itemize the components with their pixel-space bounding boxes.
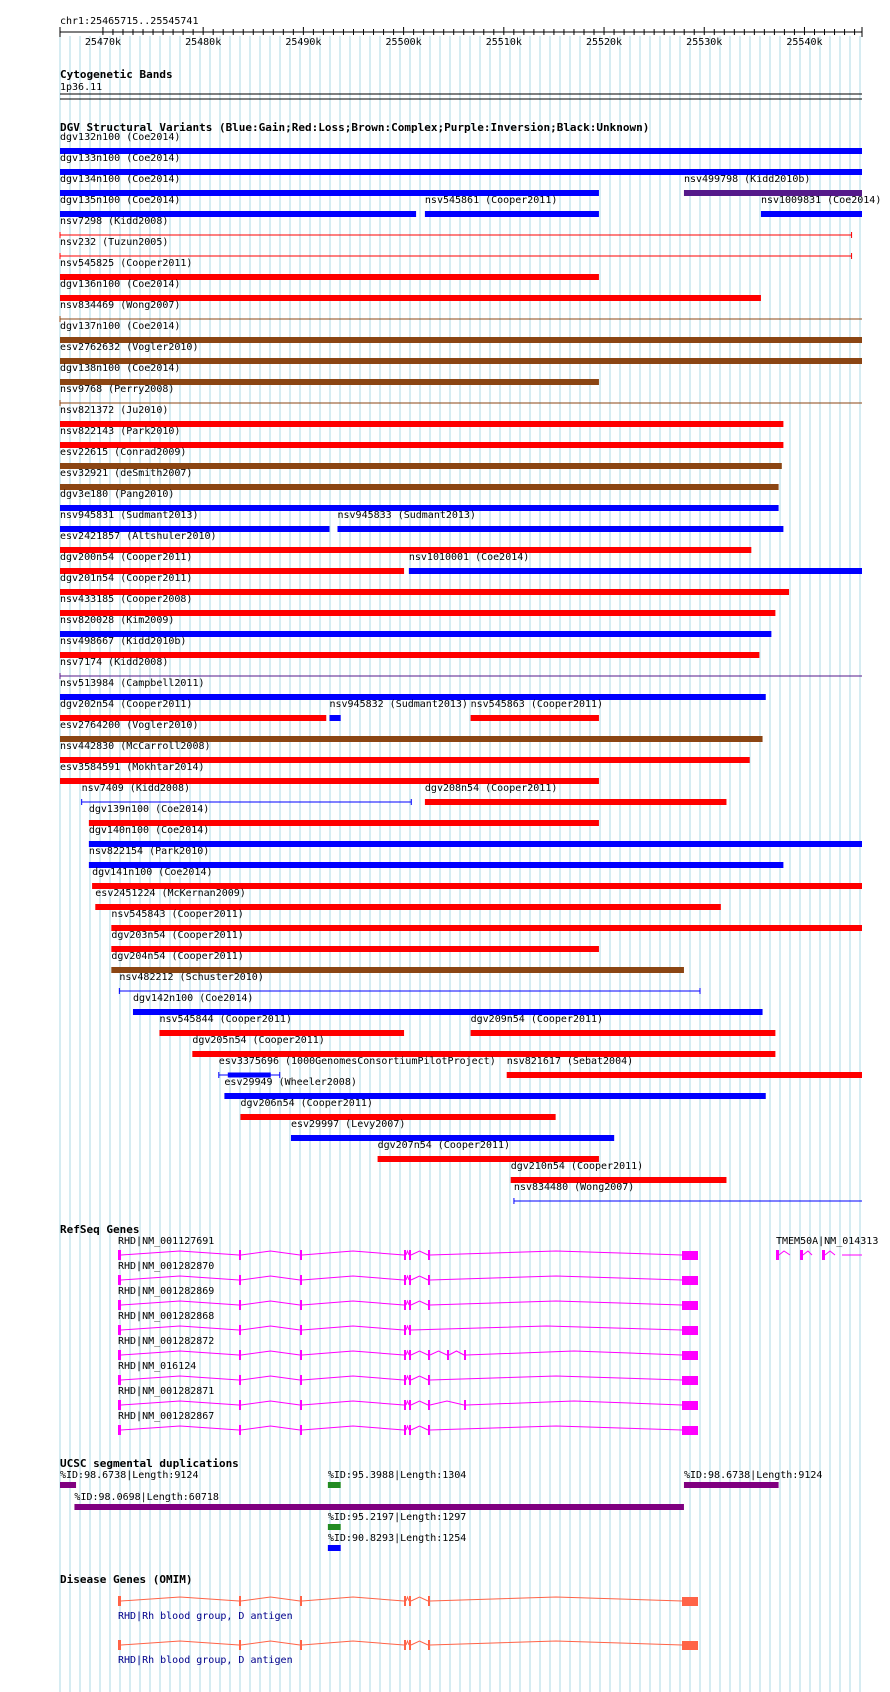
dgv-feature-label: nsv545843 (Cooper2011) [111,909,244,920]
refseq-gene-intron [430,1351,447,1355]
refseq-gene-intron [406,1326,409,1330]
dgv-feature [224,1077,765,1099]
refseq-gene-exon [300,1300,302,1310]
refseq-gene-exon [682,1301,698,1310]
omim-gene-intron [406,1597,409,1601]
dgv-feature [60,174,599,196]
dgv-feature [60,489,779,511]
refseq-gene-intron [302,1376,404,1380]
refseq-gene [118,1236,698,1260]
dgv-feature-label: nsv442830 (McCarroll2008) [60,741,211,752]
cytoband-title: Cytogenetic Bands [60,68,173,81]
refseq-gene-exon [239,1325,241,1335]
segdup-feature-label: %ID:95.2197|Length:1297 [327,1512,467,1523]
refseq-gene-label: RHD|NM_001282867 [118,1411,215,1422]
refseq-gene-model [118,1400,698,1410]
omim-gene-exon [682,1641,698,1650]
omim-gene-exon [300,1640,302,1650]
omim-title: Disease Genes (OMIM) [60,1573,193,1586]
dgv-feature-label: dgv137n100 (Coe2014) [60,321,181,332]
dgv-feature-label: nsv821617 (Sebat2004) [506,1056,634,1067]
ruler-tick-label: 25500k [385,37,422,48]
segdup-feature-bar [60,1482,76,1488]
dgv-feature-label: nsv821372 (Ju2010) [60,405,169,416]
dgv-feature-label: dgv142n100 (Coe2014) [132,993,254,1004]
refseq-gene-exon [682,1276,698,1285]
refseq-gene-exon [822,1250,825,1260]
dgv-feature-label: nsv498667 (Kidd2010b) [60,636,187,647]
ruler-tick-label: 25480k [185,37,222,48]
dgv-feature [378,1140,599,1162]
refseq-gene-exon [682,1426,698,1435]
refseq-gene-tmem50a [776,1236,878,1260]
dgv-feature [60,468,779,490]
omim-gene-exon [118,1640,121,1650]
refseq-title: RefSeq Genes [60,1223,140,1236]
dgv-feature-label: esv3375696 (1000GenomesConsortiumPilotProject) [218,1056,496,1067]
dgv-feature-label: dgv140n100 (Coe2014) [88,825,210,836]
dgv-feature-label: dgv206n54 (Cooper2011) [240,1098,373,1109]
refseq-gene-exon [409,1275,411,1285]
segdup-feature-bar [328,1482,341,1488]
ruler-location: chr1:25465715..25545741 [60,16,199,27]
dgv-feature [60,405,783,427]
refseq-gene-exon [682,1376,698,1385]
refseq-gene-intron [803,1251,812,1255]
dgv-feature-label: dgv136n100 (Coe2014) [60,279,181,290]
refseq-gene-intron [430,1276,682,1280]
dgv-feature [111,909,862,931]
dgv-feature-label: dgv135n100 (Coe2014) [60,195,181,206]
refseq-gene-label: RHD|NM_016124 [118,1361,197,1372]
refseq-gene-exon [404,1300,406,1310]
dgv-feature-label: nsv1010001 (Coe2014) [408,552,530,563]
dgv-feature-label: nsv822154 (Park2010) [88,846,210,857]
segdup-feature-bar [328,1524,341,1530]
segdup-feature [74,1492,684,1510]
omim-gene-model [118,1596,698,1606]
refseq-gene-model [118,1300,698,1310]
omim-track [60,1573,698,1666]
refseq-gene-exon [409,1325,411,1335]
dgv-feature [60,531,751,553]
dgv-feature-label: nsv7298 (Kidd2008) [60,216,169,227]
refseq-track [60,1223,878,1435]
dgv-feature [60,762,599,784]
dgv-feature-label: dgv203n54 (Cooper2011) [111,930,244,941]
dgv-feature-label: esv29949 (Wheeler2008) [224,1077,357,1088]
refseq-genes [118,1236,878,1435]
dgv-feature-label: nsv545844 (Cooper2011) [159,1014,292,1025]
segdup-feature-bar [74,1504,684,1510]
refseq-gene-exon [428,1250,430,1260]
dgv-feature-label: dgv204n54 (Cooper2011) [111,951,244,962]
refseq-gene-exon [239,1350,241,1360]
dgv-feature-label: nsv232 (Tuzun2005) [60,237,169,248]
refseq-gene-intron [302,1251,404,1255]
segdup-feature [328,1533,466,1551]
refseq-gene-intron [406,1376,409,1380]
refseq-gene [118,1261,698,1285]
refseq-gene-exon [300,1375,302,1385]
segdup-feature [328,1512,466,1530]
omim-gene [118,1596,698,1622]
dgv-feature-label: nsv7409 (Kidd2008) [81,783,191,794]
omim-gene-exon [428,1640,430,1650]
dgv-feature-label: esv2762632 (Vogler2010) [60,342,199,353]
dgv-feature-label: nsv1009831 (Coe2014) [760,195,882,206]
dgv-feature-label: dgv205n54 (Cooper2011) [192,1035,325,1046]
refseq-gene-exon [428,1425,430,1435]
dgv-feature [159,1014,404,1036]
dgv-feature-label: nsv834480 (Wong2007) [513,1182,635,1193]
dgv-feature-label: dgv208n54 (Cooper2011) [424,783,558,794]
refseq-gene-intron [406,1301,409,1305]
dgv-feature-label: dgv200n54 (Cooper2011) [60,552,193,563]
dgv-feature-label: nsv433185 (Cooper2008) [60,594,193,605]
ruler-tick-label: 25520k [585,37,623,48]
refseq-gene-exon [404,1250,406,1260]
segdup-feature [60,1470,198,1488]
refseq-gene-exon [300,1350,302,1360]
refseq-gene-exon [428,1400,430,1410]
refseq-gene-exon [118,1275,121,1285]
refseq-gene-exon [404,1425,406,1435]
dgv-feature-label: nsv513984 (Campbell2011) [60,678,205,689]
dgv-feature [60,363,599,385]
refseq-gene-intron [430,1251,682,1255]
refseq-gene-exon [300,1425,302,1435]
refseq-gene [118,1386,698,1410]
omim-gene-intron [430,1641,682,1645]
omim-gene-label: RHD|Rh blood group, D antigen [118,1655,293,1666]
refseq-gene-model [118,1325,698,1335]
refseq-gene-exon [404,1275,406,1285]
dgv-feature-label: nsv820028 (Kim2009) [60,615,175,626]
dgv-feature-label: nsv822143 (Park2010) [60,426,181,437]
segdup-feature [328,1470,466,1488]
refseq-gene-exon [404,1325,406,1335]
ruler-tick-label: 25490k [285,37,322,48]
dgv-feature-label: nsv482212 (Schuster2010) [119,972,264,983]
dgv-feature [60,552,404,574]
dgv-feature-bar [337,526,783,532]
refseq-gene [118,1336,698,1360]
refseq-gene-intron [430,1401,464,1405]
dgv-feature [89,846,784,868]
dgv-feature [60,216,852,238]
refseq-gene-intron [302,1326,404,1330]
dgv-feature [425,195,599,217]
dgv-feature [95,888,721,910]
dgv-feature [60,426,783,448]
segdup-feature-label: %ID:95.3988|Length:1304 [327,1470,467,1481]
omim-gene-intron [302,1641,404,1645]
omim-gene-exon [118,1596,121,1606]
dgv-feature-label: dgv209n54 (Cooper2011) [470,1014,604,1025]
refseq-gene-intron [302,1301,404,1305]
refseq-gene-exon [428,1275,430,1285]
dgv-feature-label: esv29997 (Levy2007) [290,1119,406,1130]
omim-gene-intron [430,1597,682,1601]
refseq-gene-exon [776,1250,779,1260]
omim-gene [118,1640,698,1666]
ruler-tick-label: 25530k [686,37,723,48]
dgv-feature-bar [471,1030,776,1036]
omim-gene-intron [302,1597,404,1601]
dgv-feature [111,951,684,973]
refseq-gene-label: RHD|NM_001127691 [118,1236,215,1247]
dgv-feature-label: nsv945831 (Sudmant2013) [60,510,199,521]
dgv-feature-label: nsv834469 (Wong2007) [60,300,181,311]
refseq-gene-exon [118,1375,121,1385]
dgv-feature-label: nsv945833 (Sudmant2013) [337,510,476,521]
refseq-gene-label: RHD|NM_001282872 [118,1336,215,1347]
dgv-feature [60,741,750,763]
dgv-feature [60,195,416,217]
ruler-tick-label: 25510k [485,37,522,48]
refseq-gene-exon [239,1400,241,1410]
dgv-feature-label: esv2451224 (McKernan2009) [95,888,246,899]
refseq-gene-exon [404,1350,406,1360]
refseq-gene-model [118,1350,698,1360]
dgv-feature [60,237,852,259]
dgv-feature [60,258,599,280]
dgv-feature-label: esv2421857 (Altshuler2010) [60,531,217,542]
refseq-gene-exon [239,1375,241,1385]
dgv-feature-label: esv2764200 (Vogler2010) [60,720,199,731]
refseq-gene-exon [404,1375,406,1385]
dgv-feature-label: nsv499798 (Kidd2010b) [683,174,811,185]
segdup-feature-label: %ID:98.6738|Length:9124 [683,1470,823,1481]
dgv-feature-label: dgv139n100 (Coe2014) [88,804,210,815]
dgv-feature [82,783,412,805]
cytoband-label: 1p36.11 [60,82,103,93]
dgv-feature-label: dgv138n100 (Coe2014) [60,363,181,374]
refseq-gene [118,1286,698,1310]
dgv-feature-label: dgv133n100 (Coe2014) [60,153,181,164]
refseq-gene-exon [428,1300,430,1310]
segdup-title: UCSC segmental duplications [60,1457,239,1470]
dgv-feature-label: nsv945832 (Sudmant2013) [329,699,468,710]
dgv-feature-label: dgv134n100 (Coe2014) [60,174,181,185]
refseq-gene-exon [682,1326,698,1335]
dgv-feature-label: nsv545861 (Cooper2011) [424,195,558,206]
omim-gene-intron [406,1641,409,1645]
dgv-feature [409,552,862,574]
refseq-gene-exon [300,1275,302,1285]
refseq-gene-intron [449,1351,464,1355]
refseq-gene-exon [118,1325,121,1335]
refseq-gene-model [118,1250,698,1260]
refseq-gene-exon [409,1375,411,1385]
refseq-gene-intron [302,1426,404,1430]
refseq-gene-exon [464,1400,466,1410]
dgv-feature-label: dgv132n100 (Coe2014) [60,132,181,143]
segdup-feature-label: %ID:90.8293|Length:1254 [327,1533,467,1544]
omim-gene-exon [428,1596,430,1606]
refseq-gene-exon [409,1300,411,1310]
refseq-gene [118,1411,698,1435]
segdup-feature-bar [684,1482,779,1488]
omim-gene-exon [682,1597,698,1606]
dgv-feature [684,174,862,196]
refseq-gene-model [118,1275,698,1285]
refseq-gene-exon [409,1425,411,1435]
refseq-gene-intron [779,1251,790,1255]
dgv-feature-bar [471,715,599,721]
dgv-feature-label: nsv545825 (Cooper2011) [60,258,193,269]
dgv-feature-label: dgv202n54 (Cooper2011) [60,699,193,710]
refseq-gene-model [118,1425,698,1435]
refseq-gene-exon [682,1401,698,1410]
dgv-feature-bar [425,799,727,805]
dgv-feature [291,1119,614,1141]
refseq-gene-label: RHD|NM_001282868 [118,1311,215,1322]
dgv-feature-label: dgv141n100 (Coe2014) [92,867,213,878]
dgv-feature [240,1098,555,1120]
refseq-gene-label: TMEM50A|NM_014313 [776,1236,879,1247]
dgv-feature-label: esv3584591 (Mokhtar2014) [60,762,205,773]
refseq-gene-exon [239,1300,241,1310]
dgv-feature-bar [409,568,862,574]
refseq-gene-exon [118,1350,121,1360]
omim-gene-exon [409,1596,411,1606]
refseq-gene-intron [406,1276,409,1280]
refseq-gene-exon [239,1275,241,1285]
dgv-features [60,132,881,1204]
refseq-gene-exon [300,1250,302,1260]
dgv-feature-label: esv32921 (deSmith2007) [60,468,193,479]
refseq-gene-label: RHD|NM_001282871 [118,1386,215,1397]
refseq-gene-exon [118,1425,121,1435]
dgv-feature-label: dgv210n54 (Cooper2011) [510,1161,644,1172]
dgv-feature [60,594,775,616]
dgv-feature [89,804,599,826]
omim-gene-exon [300,1596,302,1606]
segdup-features [60,1470,822,1551]
segdup-feature [684,1470,822,1488]
omim-gene-model [118,1640,698,1650]
refseq-gene-intron [406,1351,409,1355]
refseq-gene-label: RHD|NM_001282870 [118,1261,215,1272]
refseq-gene-exon [409,1250,411,1260]
refseq-gene-intron [406,1251,409,1255]
refseq-gene-exon [118,1400,121,1410]
refseq-gene-intron [302,1351,404,1355]
refseq-gene-exon [300,1325,302,1335]
dgv-feature-bar [425,211,599,217]
omim-gene-exon [239,1640,241,1650]
dgv-feature [761,195,881,217]
dgv-feature-label: nsv9768 (Perry2008) [60,384,175,395]
refseq-gene-exon [404,1400,406,1410]
refseq-gene-exon [409,1400,411,1410]
refseq-gene-exon [409,1350,411,1360]
refseq-gene-exon [428,1350,430,1360]
refseq-gene [118,1361,698,1385]
refseq-gene-intron [411,1326,682,1330]
dgv-feature [60,720,763,742]
refseq-gene-intron [302,1401,404,1405]
dgv-feature [89,825,862,847]
dgv-feature [111,930,599,952]
omim-gene-exon [404,1640,406,1650]
dgv-track [60,121,881,1204]
dgv-feature-bar [761,211,862,217]
segdup-track [60,1457,822,1551]
refseq-gene-model [118,1375,698,1385]
dgv-feature [133,993,763,1015]
refseq-gene [118,1311,698,1335]
segdup-feature-label: %ID:98.0698|Length:60718 [74,1492,219,1503]
refseq-gene-exon [800,1250,803,1260]
refseq-gene-exon [447,1350,449,1360]
omim-genes [118,1596,698,1666]
omim-gene-exon [404,1596,406,1606]
refseq-gene-intron [430,1376,682,1380]
dgv-feature-label: esv22615 (Conrad2009) [60,447,187,458]
dgv-feature [60,447,782,469]
dgv-feature-bar [329,715,340,721]
dgv-feature-label: dgv207n54 (Cooper2011) [377,1140,511,1151]
refseq-gene-exon [239,1250,241,1260]
dgv-feature-label: dgv3e180 (Pang2010) [60,489,175,500]
refseq-gene-intron [406,1426,409,1430]
refseq-gene-exon [464,1350,466,1360]
refseq-gene-intron [302,1276,404,1280]
dgv-feature-bar [507,1072,862,1078]
omim-gene-label: RHD|Rh blood group, D antigen [118,1611,293,1622]
refseq-gene-exon [118,1300,121,1310]
refseq-gene-intron [430,1301,682,1305]
refseq-gene-label: RHD|NM_001282869 [118,1286,215,1297]
refseq-gene-exon [239,1425,241,1435]
refseq-gene-exon [118,1250,121,1260]
ruler-tick-label: 25540k [786,37,823,48]
dgv-feature [60,615,771,637]
ruler-tick-label: 25470k [84,37,122,48]
dgv-feature [511,1161,727,1183]
omim-gene-exon [409,1640,411,1650]
refseq-gene-exon [428,1375,430,1385]
refseq-gene-exon [300,1400,302,1410]
dgv-feature [92,867,862,889]
refseq-gene-exon [682,1351,698,1360]
dgv-feature-label: dgv201n54 (Cooper2011) [60,573,193,584]
dgv-feature-label: nsv545863 (Cooper2011) [470,699,604,710]
refseq-gene-intron [406,1401,409,1405]
refseq-gene-exon [682,1251,698,1260]
segdup-feature-bar [328,1545,341,1551]
segdup-feature-label: %ID:98.6738|Length:9124 [60,1470,199,1481]
dgv-title: DGV Structural Variants (Blue:Gain;Red:Loss;Brown:Complex;Purple:Inversion;Black:Unknown) [60,121,650,134]
omim-gene-exon [239,1596,241,1606]
refseq-gene-intron [430,1426,682,1430]
dgv-feature-label: nsv7174 (Kidd2008) [60,657,169,668]
